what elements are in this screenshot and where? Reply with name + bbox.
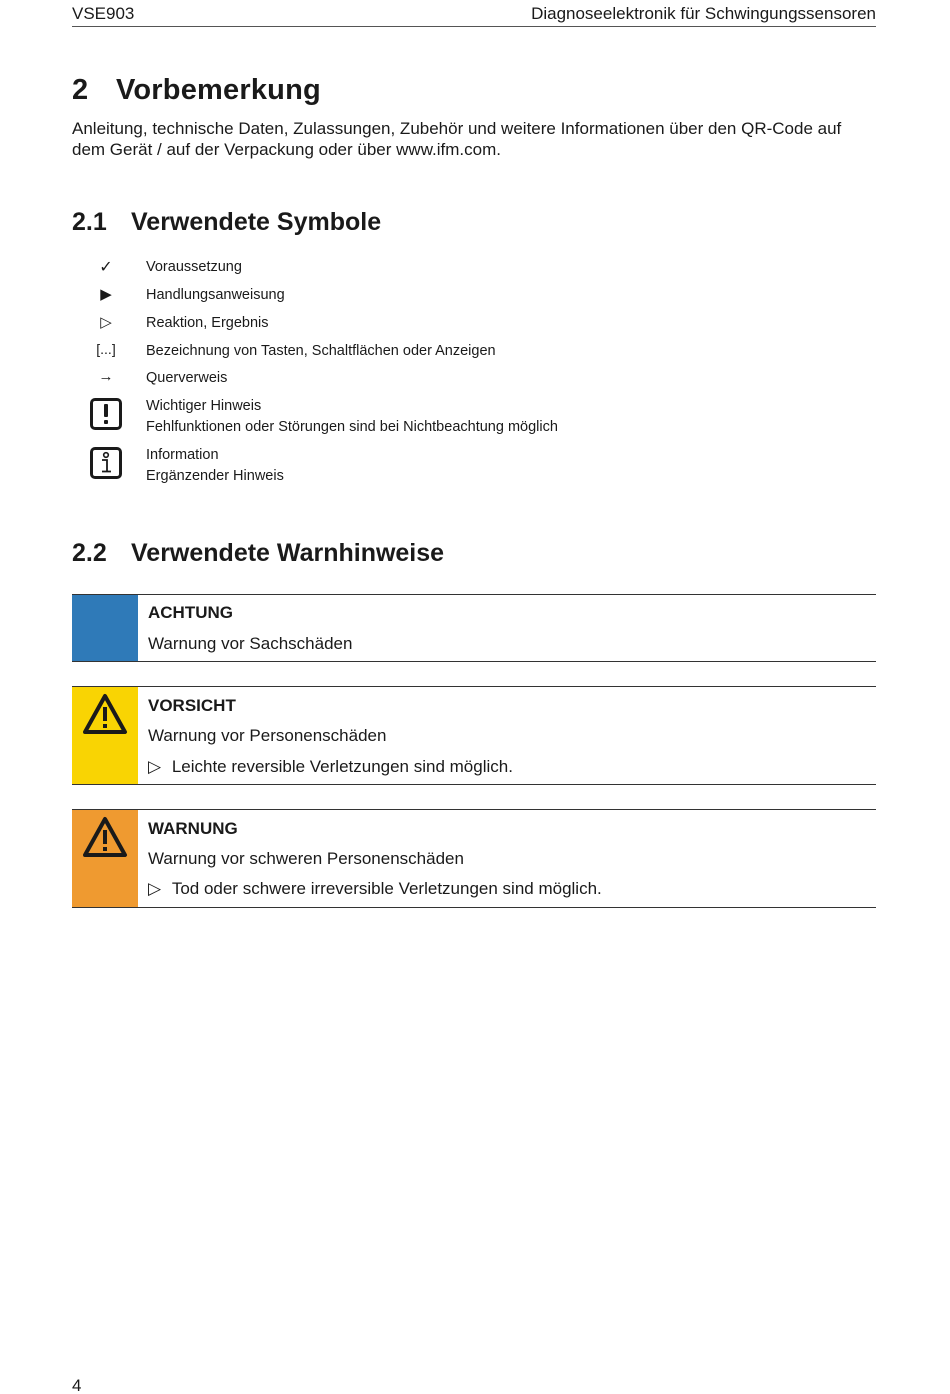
- notice-color-bar: [72, 810, 138, 907]
- page-header: [72, 4, 876, 27]
- symbol-row: [72, 396, 772, 440]
- arrow-right-icon: →: [98, 368, 114, 385]
- symbol-row: [72, 341, 772, 363]
- notice-text: Warnung vor schweren Personenschäden: [148, 849, 464, 868]
- notice-result: [148, 757, 513, 777]
- brackets-icon: [...]: [96, 341, 116, 357]
- document-code: VSE903: [72, 4, 135, 23]
- notice-block-vorsicht: [72, 686, 876, 785]
- symbol-row: [72, 445, 772, 489]
- notice-title: WARNUNG: [148, 819, 238, 838]
- intro-line: dem Gerät / auf der Verpackung oder über www.ifm.com.: [72, 139, 501, 159]
- notice-result-text: Leichte reversible Verletzungen sind möglich.: [171, 757, 513, 776]
- symbol-description: [146, 396, 558, 438]
- symbol-description: Bezeichnung von Tasten, Schaltflächen oder Anzeigen: [146, 343, 496, 359]
- symbol-description: [146, 445, 284, 487]
- symbol-description: Voraussetzung: [146, 259, 242, 275]
- symbol-description: Querverweis: [146, 370, 228, 386]
- symbol-row: [72, 368, 772, 390]
- section-title: Verwendete Warnhinweise: [131, 539, 445, 567]
- symbol-row: [72, 285, 772, 307]
- warning-triangle-icon: [82, 693, 128, 735]
- notice-color-bar: [72, 595, 138, 661]
- play-outline-icon: ▷: [148, 757, 162, 776]
- notice-block-achtung: [72, 594, 876, 662]
- section-heading-2: [72, 74, 321, 107]
- symbol-sublabel: Ergänzender Hinweis: [146, 468, 284, 484]
- symbol-row: [72, 313, 772, 335]
- notice-title: VORSICHT: [148, 696, 236, 715]
- symbol-sublabel: Fehlfunktionen oder Störungen sind bei Nichtbeachtung möglich: [146, 419, 558, 435]
- play-outline-icon: ▷: [100, 314, 112, 331]
- exclamation-box-icon: [90, 398, 122, 430]
- info-box-icon: [90, 447, 122, 479]
- section-title: Vorbemerkung: [116, 74, 321, 106]
- notice-text: Warnung vor Personenschäden: [148, 726, 387, 745]
- notice-result: [148, 879, 602, 899]
- notice-block-warnung: [72, 809, 876, 908]
- section-number: 2: [72, 74, 89, 106]
- intro-line: Anleitung, technische Daten, Zulassungen, Zubehör und weitere Informationen über den QR-Code auf: [72, 119, 842, 138]
- intro-paragraph: [72, 119, 882, 160]
- section-title: Verwendete Symbole: [131, 208, 382, 236]
- notice-color-bar: [72, 687, 138, 784]
- section-heading-2-1: [72, 208, 381, 237]
- symbol-description: Reaktion, Ergebnis: [146, 315, 269, 331]
- notice-text: Warnung vor Sachschäden: [148, 634, 353, 653]
- play-outline-icon: ▷: [148, 879, 162, 898]
- section-number: 2.1: [72, 208, 107, 236]
- page-number: 4: [72, 1376, 82, 1394]
- notice-result-text: Tod oder schwere irreversible Verletzungen sind möglich.: [171, 879, 602, 898]
- check-icon: ✓: [99, 259, 113, 276]
- play-filled-icon: ▶: [100, 286, 112, 303]
- section-heading-2-2: [72, 539, 444, 568]
- document-title: Diagnoseelektronik für Schwingungssensoren: [531, 4, 876, 23]
- warning-triangle-icon: [82, 816, 128, 858]
- symbol-label: Information: [146, 447, 219, 463]
- symbol-description: Handlungsanweisung: [146, 287, 285, 303]
- symbol-row: [72, 257, 772, 279]
- symbol-label: Wichtiger Hinweis: [146, 398, 262, 414]
- section-number: 2.2: [72, 539, 107, 567]
- notice-title: ACHTUNG: [148, 603, 233, 622]
